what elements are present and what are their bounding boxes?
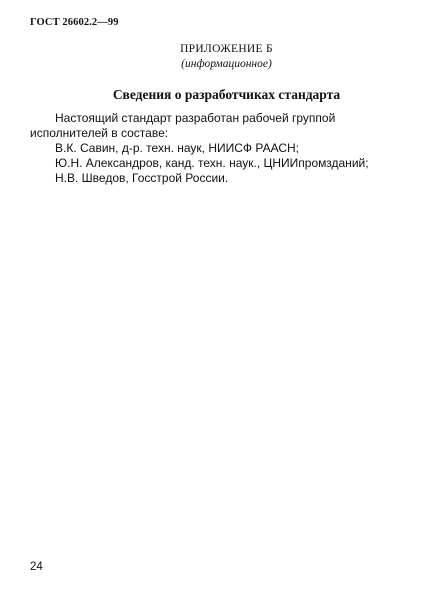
annex-title: ПРИЛОЖЕНИЕ Б (180, 43, 273, 55)
developer-entry: В.К. Савин, д-р. техн. наук, НИИСФ РААСН; (55, 141, 299, 155)
page-number: 24 (30, 561, 43, 573)
intro-paragraph: Настоящий стандарт разработан рабочей группой исполнителей в составе: (30, 111, 336, 140)
developer-entry: Н.В. Шведов, Госстрой России. (55, 171, 229, 185)
standard-code: ГОСТ 26602.2—99 (30, 17, 119, 28)
developer-entry: Ю.Н. Александров, канд. техн. наук., ЦНИИпромзданий; (55, 156, 369, 170)
section-heading: Сведения о разработчиках стандарта (112, 87, 341, 102)
annex-subtitle: (информационное) (181, 58, 272, 70)
